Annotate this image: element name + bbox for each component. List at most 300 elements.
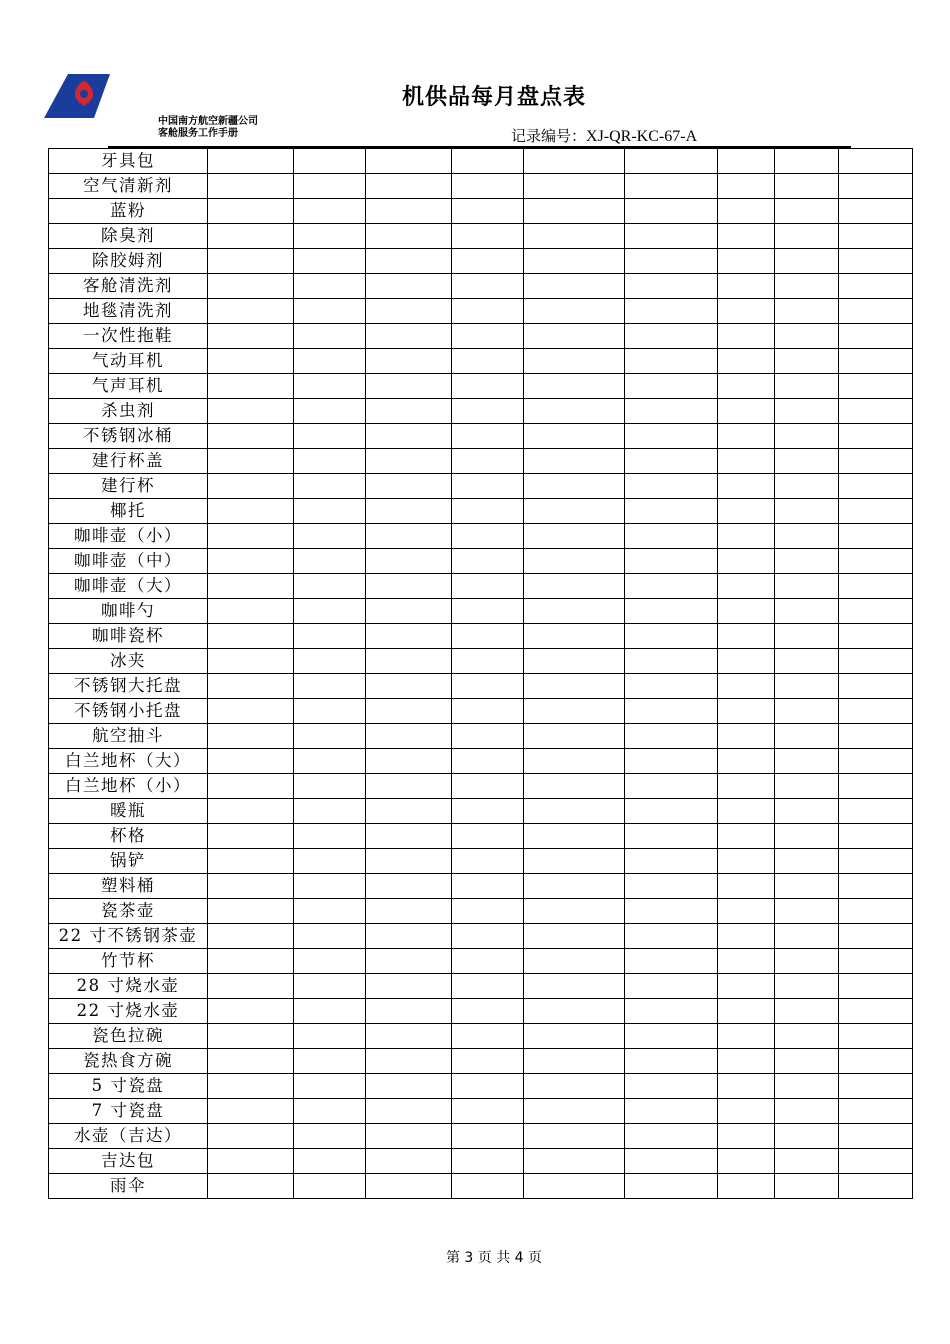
count-cell[interactable] <box>625 774 718 799</box>
count-cell[interactable] <box>208 399 294 424</box>
count-cell[interactable] <box>208 649 294 674</box>
count-cell[interactable] <box>775 249 839 274</box>
count-cell[interactable] <box>625 799 718 824</box>
count-cell[interactable] <box>366 849 452 874</box>
count-cell[interactable] <box>452 174 524 199</box>
count-cell[interactable] <box>208 699 294 724</box>
count-cell[interactable] <box>452 999 524 1024</box>
count-cell[interactable] <box>452 224 524 249</box>
count-cell[interactable] <box>839 1024 913 1049</box>
count-cell[interactable] <box>208 199 294 224</box>
count-cell[interactable] <box>839 774 913 799</box>
count-cell[interactable] <box>718 874 775 899</box>
count-cell[interactable] <box>625 849 718 874</box>
count-cell[interactable] <box>294 374 366 399</box>
count-cell[interactable] <box>775 499 839 524</box>
count-cell[interactable] <box>524 524 625 549</box>
count-cell[interactable] <box>294 849 366 874</box>
count-cell[interactable] <box>208 374 294 399</box>
count-cell[interactable] <box>452 499 524 524</box>
count-cell[interactable] <box>452 1174 524 1199</box>
count-cell[interactable] <box>366 499 452 524</box>
count-cell[interactable] <box>208 724 294 749</box>
count-cell[interactable] <box>452 1074 524 1099</box>
count-cell[interactable] <box>775 1099 839 1124</box>
count-cell[interactable] <box>294 449 366 474</box>
count-cell[interactable] <box>625 1024 718 1049</box>
count-cell[interactable] <box>718 1049 775 1074</box>
count-cell[interactable] <box>718 949 775 974</box>
count-cell[interactable] <box>718 524 775 549</box>
count-cell[interactable] <box>718 824 775 849</box>
count-cell[interactable] <box>625 1149 718 1174</box>
count-cell[interactable] <box>775 1149 839 1174</box>
count-cell[interactable] <box>839 374 913 399</box>
count-cell[interactable] <box>366 899 452 924</box>
count-cell[interactable] <box>524 874 625 899</box>
count-cell[interactable] <box>452 824 524 849</box>
count-cell[interactable] <box>294 299 366 324</box>
count-cell[interactable] <box>294 199 366 224</box>
count-cell[interactable] <box>294 799 366 824</box>
count-cell[interactable] <box>366 1124 452 1149</box>
count-cell[interactable] <box>775 424 839 449</box>
count-cell[interactable] <box>839 599 913 624</box>
count-cell[interactable] <box>294 899 366 924</box>
count-cell[interactable] <box>524 474 625 499</box>
count-cell[interactable] <box>366 399 452 424</box>
count-cell[interactable] <box>524 974 625 999</box>
count-cell[interactable] <box>775 724 839 749</box>
count-cell[interactable] <box>452 674 524 699</box>
count-cell[interactable] <box>524 624 625 649</box>
count-cell[interactable] <box>208 999 294 1024</box>
count-cell[interactable] <box>208 349 294 374</box>
count-cell[interactable] <box>524 1174 625 1199</box>
count-cell[interactable] <box>208 974 294 999</box>
count-cell[interactable] <box>208 774 294 799</box>
count-cell[interactable] <box>208 824 294 849</box>
count-cell[interactable] <box>452 724 524 749</box>
count-cell[interactable] <box>294 474 366 499</box>
count-cell[interactable] <box>294 674 366 699</box>
count-cell[interactable] <box>625 749 718 774</box>
count-cell[interactable] <box>718 974 775 999</box>
count-cell[interactable] <box>208 674 294 699</box>
count-cell[interactable] <box>524 249 625 274</box>
count-cell[interactable] <box>839 574 913 599</box>
count-cell[interactable] <box>366 824 452 849</box>
count-cell[interactable] <box>294 599 366 624</box>
count-cell[interactable] <box>839 949 913 974</box>
count-cell[interactable] <box>452 399 524 424</box>
count-cell[interactable] <box>718 649 775 674</box>
count-cell[interactable] <box>839 149 913 174</box>
count-cell[interactable] <box>775 374 839 399</box>
count-cell[interactable] <box>366 599 452 624</box>
count-cell[interactable] <box>775 149 839 174</box>
count-cell[interactable] <box>208 599 294 624</box>
count-cell[interactable] <box>294 1049 366 1074</box>
count-cell[interactable] <box>625 249 718 274</box>
count-cell[interactable] <box>366 799 452 824</box>
count-cell[interactable] <box>839 624 913 649</box>
count-cell[interactable] <box>775 524 839 549</box>
count-cell[interactable] <box>775 1049 839 1074</box>
count-cell[interactable] <box>366 649 452 674</box>
count-cell[interactable] <box>452 974 524 999</box>
count-cell[interactable] <box>839 274 913 299</box>
count-cell[interactable] <box>718 399 775 424</box>
count-cell[interactable] <box>294 574 366 599</box>
count-cell[interactable] <box>208 624 294 649</box>
count-cell[interactable] <box>366 199 452 224</box>
count-cell[interactable] <box>452 799 524 824</box>
count-cell[interactable] <box>718 274 775 299</box>
count-cell[interactable] <box>775 599 839 624</box>
count-cell[interactable] <box>839 449 913 474</box>
count-cell[interactable] <box>208 1024 294 1049</box>
count-cell[interactable] <box>208 574 294 599</box>
count-cell[interactable] <box>452 749 524 774</box>
count-cell[interactable] <box>208 299 294 324</box>
count-cell[interactable] <box>524 374 625 399</box>
count-cell[interactable] <box>452 249 524 274</box>
count-cell[interactable] <box>775 449 839 474</box>
count-cell[interactable] <box>625 499 718 524</box>
count-cell[interactable] <box>366 149 452 174</box>
count-cell[interactable] <box>775 824 839 849</box>
count-cell[interactable] <box>839 874 913 899</box>
count-cell[interactable] <box>366 174 452 199</box>
count-cell[interactable] <box>775 799 839 824</box>
count-cell[interactable] <box>452 149 524 174</box>
count-cell[interactable] <box>524 774 625 799</box>
count-cell[interactable] <box>718 1149 775 1174</box>
count-cell[interactable] <box>524 674 625 699</box>
count-cell[interactable] <box>208 424 294 449</box>
count-cell[interactable] <box>208 1049 294 1074</box>
count-cell[interactable] <box>718 749 775 774</box>
count-cell[interactable] <box>718 724 775 749</box>
count-cell[interactable] <box>452 949 524 974</box>
count-cell[interactable] <box>625 874 718 899</box>
count-cell[interactable] <box>625 299 718 324</box>
count-cell[interactable] <box>452 1124 524 1149</box>
count-cell[interactable] <box>839 824 913 849</box>
count-cell[interactable] <box>625 1099 718 1124</box>
count-cell[interactable] <box>524 749 625 774</box>
count-cell[interactable] <box>452 1099 524 1124</box>
count-cell[interactable] <box>718 449 775 474</box>
count-cell[interactable] <box>294 399 366 424</box>
count-cell[interactable] <box>839 474 913 499</box>
count-cell[interactable] <box>208 749 294 774</box>
count-cell[interactable] <box>625 549 718 574</box>
count-cell[interactable] <box>839 399 913 424</box>
count-cell[interactable] <box>366 749 452 774</box>
count-cell[interactable] <box>452 899 524 924</box>
count-cell[interactable] <box>839 499 913 524</box>
count-cell[interactable] <box>524 324 625 349</box>
count-cell[interactable] <box>452 774 524 799</box>
count-cell[interactable] <box>524 599 625 624</box>
count-cell[interactable] <box>524 1149 625 1174</box>
count-cell[interactable] <box>452 199 524 224</box>
count-cell[interactable] <box>524 1099 625 1124</box>
count-cell[interactable] <box>366 699 452 724</box>
count-cell[interactable] <box>524 349 625 374</box>
count-cell[interactable] <box>524 199 625 224</box>
count-cell[interactable] <box>208 524 294 549</box>
count-cell[interactable] <box>294 699 366 724</box>
count-cell[interactable] <box>524 999 625 1024</box>
count-cell[interactable] <box>452 349 524 374</box>
count-cell[interactable] <box>625 699 718 724</box>
count-cell[interactable] <box>452 924 524 949</box>
count-cell[interactable] <box>366 1049 452 1074</box>
count-cell[interactable] <box>718 799 775 824</box>
count-cell[interactable] <box>718 549 775 574</box>
count-cell[interactable] <box>839 349 913 374</box>
count-cell[interactable] <box>625 1074 718 1099</box>
count-cell[interactable] <box>208 324 294 349</box>
count-cell[interactable] <box>625 524 718 549</box>
count-cell[interactable] <box>208 924 294 949</box>
count-cell[interactable] <box>208 174 294 199</box>
count-cell[interactable] <box>294 949 366 974</box>
count-cell[interactable] <box>524 824 625 849</box>
count-cell[interactable] <box>839 749 913 774</box>
count-cell[interactable] <box>718 474 775 499</box>
count-cell[interactable] <box>366 574 452 599</box>
count-cell[interactable] <box>208 799 294 824</box>
count-cell[interactable] <box>208 1124 294 1149</box>
count-cell[interactable] <box>524 699 625 724</box>
count-cell[interactable] <box>208 499 294 524</box>
count-cell[interactable] <box>294 624 366 649</box>
count-cell[interactable] <box>839 299 913 324</box>
count-cell[interactable] <box>366 474 452 499</box>
count-cell[interactable] <box>208 449 294 474</box>
count-cell[interactable] <box>718 249 775 274</box>
count-cell[interactable] <box>839 974 913 999</box>
count-cell[interactable] <box>208 1099 294 1124</box>
count-cell[interactable] <box>625 374 718 399</box>
count-cell[interactable] <box>524 449 625 474</box>
count-cell[interactable] <box>294 999 366 1024</box>
count-cell[interactable] <box>839 649 913 674</box>
count-cell[interactable] <box>524 274 625 299</box>
count-cell[interactable] <box>775 324 839 349</box>
count-cell[interactable] <box>524 499 625 524</box>
count-cell[interactable] <box>452 524 524 549</box>
count-cell[interactable] <box>524 224 625 249</box>
count-cell[interactable] <box>208 549 294 574</box>
count-cell[interactable] <box>452 599 524 624</box>
count-cell[interactable] <box>718 499 775 524</box>
count-cell[interactable] <box>625 624 718 649</box>
count-cell[interactable] <box>775 1174 839 1199</box>
count-cell[interactable] <box>524 399 625 424</box>
count-cell[interactable] <box>294 1024 366 1049</box>
count-cell[interactable] <box>294 824 366 849</box>
count-cell[interactable] <box>839 799 913 824</box>
count-cell[interactable] <box>294 149 366 174</box>
count-cell[interactable] <box>775 399 839 424</box>
count-cell[interactable] <box>625 824 718 849</box>
count-cell[interactable] <box>294 424 366 449</box>
count-cell[interactable] <box>839 1149 913 1174</box>
count-cell[interactable] <box>775 549 839 574</box>
count-cell[interactable] <box>625 324 718 349</box>
count-cell[interactable] <box>839 549 913 574</box>
count-cell[interactable] <box>625 149 718 174</box>
count-cell[interactable] <box>625 1124 718 1149</box>
count-cell[interactable] <box>625 724 718 749</box>
count-cell[interactable] <box>625 674 718 699</box>
count-cell[interactable] <box>524 724 625 749</box>
count-cell[interactable] <box>625 1174 718 1199</box>
count-cell[interactable] <box>718 149 775 174</box>
count-cell[interactable] <box>718 1174 775 1199</box>
count-cell[interactable] <box>208 1174 294 1199</box>
count-cell[interactable] <box>366 374 452 399</box>
count-cell[interactable] <box>775 649 839 674</box>
count-cell[interactable] <box>452 1149 524 1174</box>
count-cell[interactable] <box>366 249 452 274</box>
count-cell[interactable] <box>775 1024 839 1049</box>
count-cell[interactable] <box>839 199 913 224</box>
count-cell[interactable] <box>625 199 718 224</box>
count-cell[interactable] <box>524 899 625 924</box>
count-cell[interactable] <box>718 674 775 699</box>
count-cell[interactable] <box>775 749 839 774</box>
count-cell[interactable] <box>294 524 366 549</box>
count-cell[interactable] <box>452 624 524 649</box>
count-cell[interactable] <box>718 1124 775 1149</box>
count-cell[interactable] <box>366 774 452 799</box>
count-cell[interactable] <box>366 724 452 749</box>
count-cell[interactable] <box>718 624 775 649</box>
count-cell[interactable] <box>775 874 839 899</box>
count-cell[interactable] <box>718 774 775 799</box>
count-cell[interactable] <box>625 974 718 999</box>
count-cell[interactable] <box>718 1024 775 1049</box>
count-cell[interactable] <box>625 424 718 449</box>
count-cell[interactable] <box>524 299 625 324</box>
count-cell[interactable] <box>524 174 625 199</box>
count-cell[interactable] <box>208 949 294 974</box>
count-cell[interactable] <box>366 674 452 699</box>
count-cell[interactable] <box>366 949 452 974</box>
count-cell[interactable] <box>452 874 524 899</box>
count-cell[interactable] <box>775 924 839 949</box>
count-cell[interactable] <box>208 874 294 899</box>
count-cell[interactable] <box>775 1074 839 1099</box>
count-cell[interactable] <box>625 399 718 424</box>
count-cell[interactable] <box>294 249 366 274</box>
count-cell[interactable] <box>718 849 775 874</box>
count-cell[interactable] <box>524 949 625 974</box>
count-cell[interactable] <box>718 1074 775 1099</box>
count-cell[interactable] <box>718 174 775 199</box>
count-cell[interactable] <box>718 424 775 449</box>
count-cell[interactable] <box>294 274 366 299</box>
count-cell[interactable] <box>294 724 366 749</box>
count-cell[interactable] <box>366 1024 452 1049</box>
count-cell[interactable] <box>775 349 839 374</box>
count-cell[interactable] <box>452 424 524 449</box>
count-cell[interactable] <box>366 1074 452 1099</box>
count-cell[interactable] <box>839 424 913 449</box>
count-cell[interactable] <box>718 899 775 924</box>
count-cell[interactable] <box>294 1149 366 1174</box>
count-cell[interactable] <box>625 649 718 674</box>
count-cell[interactable] <box>839 324 913 349</box>
count-cell[interactable] <box>208 274 294 299</box>
count-cell[interactable] <box>524 574 625 599</box>
count-cell[interactable] <box>625 924 718 949</box>
count-cell[interactable] <box>839 249 913 274</box>
count-cell[interactable] <box>625 1049 718 1074</box>
count-cell[interactable] <box>524 549 625 574</box>
count-cell[interactable] <box>452 649 524 674</box>
count-cell[interactable] <box>524 149 625 174</box>
count-cell[interactable] <box>775 999 839 1024</box>
count-cell[interactable] <box>718 374 775 399</box>
count-cell[interactable] <box>366 974 452 999</box>
count-cell[interactable] <box>366 1149 452 1174</box>
count-cell[interactable] <box>839 1099 913 1124</box>
count-cell[interactable] <box>366 624 452 649</box>
count-cell[interactable] <box>366 1174 452 1199</box>
count-cell[interactable] <box>208 474 294 499</box>
count-cell[interactable] <box>366 524 452 549</box>
count-cell[interactable] <box>366 549 452 574</box>
count-cell[interactable] <box>775 674 839 699</box>
count-cell[interactable] <box>775 974 839 999</box>
count-cell[interactable] <box>294 549 366 574</box>
count-cell[interactable] <box>718 999 775 1024</box>
count-cell[interactable] <box>208 149 294 174</box>
count-cell[interactable] <box>524 849 625 874</box>
count-cell[interactable] <box>625 899 718 924</box>
count-cell[interactable] <box>718 199 775 224</box>
count-cell[interactable] <box>839 1124 913 1149</box>
count-cell[interactable] <box>775 949 839 974</box>
count-cell[interactable] <box>366 449 452 474</box>
count-cell[interactable] <box>294 224 366 249</box>
count-cell[interactable] <box>839 174 913 199</box>
count-cell[interactable] <box>452 549 524 574</box>
count-cell[interactable] <box>452 699 524 724</box>
count-cell[interactable] <box>452 1024 524 1049</box>
count-cell[interactable] <box>625 224 718 249</box>
count-cell[interactable] <box>775 849 839 874</box>
count-cell[interactable] <box>524 1024 625 1049</box>
count-cell[interactable] <box>625 449 718 474</box>
count-cell[interactable] <box>839 1074 913 1099</box>
count-cell[interactable] <box>452 449 524 474</box>
count-cell[interactable] <box>839 849 913 874</box>
count-cell[interactable] <box>775 199 839 224</box>
count-cell[interactable] <box>775 574 839 599</box>
count-cell[interactable] <box>775 299 839 324</box>
count-cell[interactable] <box>775 274 839 299</box>
count-cell[interactable] <box>775 1124 839 1149</box>
count-cell[interactable] <box>294 649 366 674</box>
